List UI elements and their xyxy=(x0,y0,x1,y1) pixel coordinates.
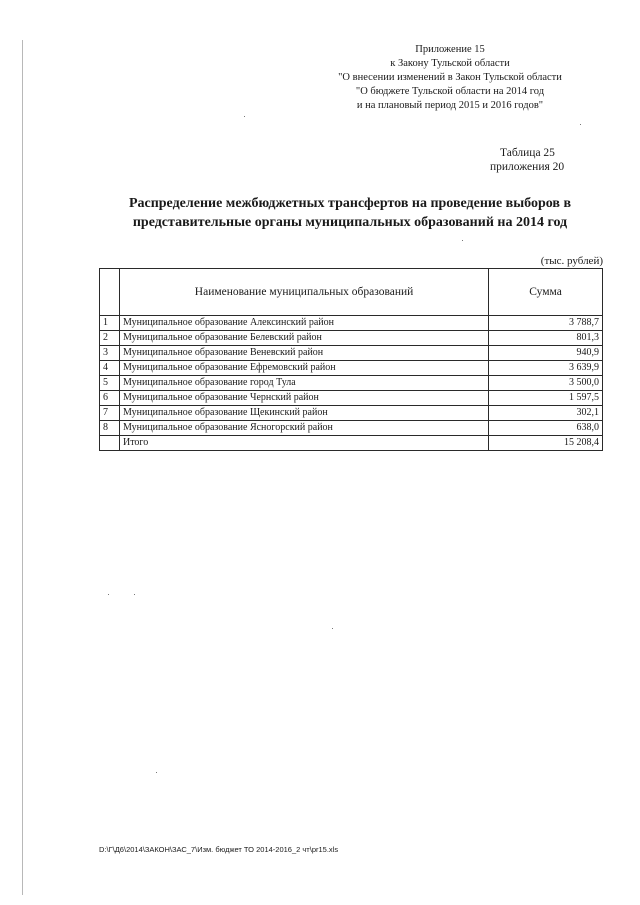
scan-speck xyxy=(462,240,463,241)
table-row xyxy=(100,376,603,391)
header-name-cell: Наименование муниципальных образований xyxy=(119,269,488,316)
allocation-table xyxy=(99,268,603,451)
table-row xyxy=(100,361,603,376)
annex-header-line: "О бюджете Тульской области на 2014 год xyxy=(355,86,545,97)
scan-speck xyxy=(244,116,245,117)
document-title-line: Распределение межбюджетных трансфертов на проведение выборов в xyxy=(128,196,572,211)
annex-header-line: и на плановый период 2015 и 2016 годов" xyxy=(356,100,544,111)
row-name: Муниципальное образование Щекинский район xyxy=(119,406,488,421)
row-number: 1 xyxy=(100,316,120,331)
scan-speck xyxy=(580,124,581,125)
annex-header-line: "О внесении изменений в Закон Тульской области xyxy=(338,72,562,83)
table-number: Таблица 25 xyxy=(500,147,555,159)
table-row xyxy=(100,346,603,361)
row-sum: 1 597,5 xyxy=(489,391,603,406)
left-margin-line xyxy=(22,40,23,895)
row-sum: 3 788,7 xyxy=(489,316,603,331)
annex-reference: приложения 20 xyxy=(490,161,565,173)
footer-file-path: D:\Г\Д6\2014\ЗАКОН\ЗАС_7\Изм. бюджет ТО 2014-2016_2 чт\pr15.xls xyxy=(99,845,339,854)
table-header-row xyxy=(100,269,603,316)
total-row xyxy=(100,436,603,451)
row-name: Муниципальное образование город Тула xyxy=(119,376,488,391)
scan-speck xyxy=(108,594,109,595)
table-row xyxy=(100,391,603,406)
row-sum: 638,0 xyxy=(489,421,603,436)
document-title-line: представительные органы муниципальных образований на 2014 год xyxy=(132,215,568,230)
row-sum: 3 500,0 xyxy=(489,376,603,391)
row-number: 4 xyxy=(100,361,120,376)
table-row xyxy=(100,406,603,421)
annex-header-line: к Закону Тульской области xyxy=(390,58,510,69)
table-row xyxy=(100,316,603,331)
table-row xyxy=(100,421,603,436)
row-name: Муниципальное образование Алексинский район xyxy=(119,316,488,331)
row-sum: 302,1 xyxy=(489,406,603,421)
row-number: 5 xyxy=(100,376,120,391)
annex-header-line: Приложение 15 xyxy=(415,44,485,55)
row-name: Муниципальное образование Ясногорский район xyxy=(119,421,488,436)
scan-speck xyxy=(156,772,157,773)
row-number: 3 xyxy=(100,346,120,361)
header-sum-cell: Сумма xyxy=(489,269,603,316)
row-number: 8 xyxy=(100,421,120,436)
row-number: 2 xyxy=(100,331,120,346)
table-reference xyxy=(490,146,600,174)
scan-speck xyxy=(134,594,135,595)
header-number-cell xyxy=(100,269,120,316)
units-label: (тыс. рублей) xyxy=(540,255,603,267)
row-sum: 801,3 xyxy=(489,331,603,346)
scan-speck xyxy=(332,628,333,629)
document-title xyxy=(110,194,590,232)
row-name: Муниципальное образование Ефремовский район xyxy=(119,361,488,376)
row-number: 7 xyxy=(100,406,120,421)
table-row xyxy=(100,331,603,346)
annex-header xyxy=(300,43,600,113)
total-label: Итого xyxy=(119,436,488,451)
row-name: Муниципальное образование Белевский район xyxy=(119,331,488,346)
total-sum: 15 208,4 xyxy=(489,436,603,451)
row-number: 6 xyxy=(100,391,120,406)
row-sum: 940,9 xyxy=(489,346,603,361)
row-name: Муниципальное образование Чернский район xyxy=(119,391,488,406)
total-number-cell xyxy=(100,436,120,451)
row-name: Муниципальное образование Веневский район xyxy=(119,346,488,361)
row-sum: 3 639,9 xyxy=(489,361,603,376)
